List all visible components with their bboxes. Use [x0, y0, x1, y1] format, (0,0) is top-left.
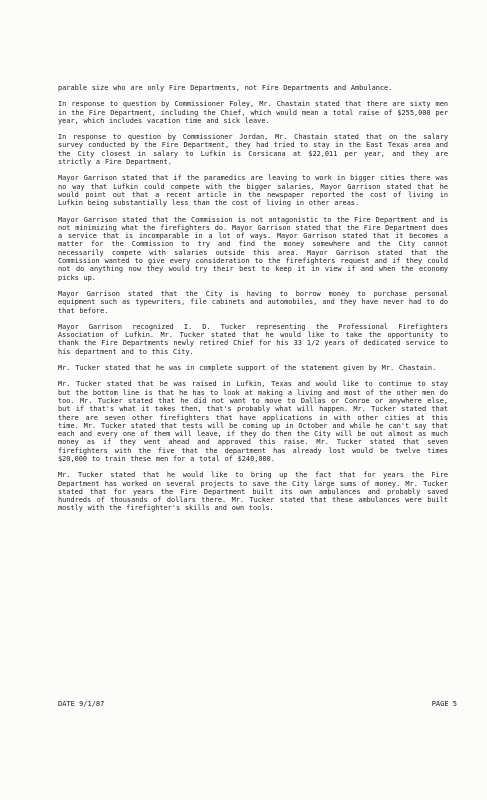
- paragraph: Mayor Garrison recognized I. D. Tucker representing the Professional Firefighters Association of Lufkin. Mr. Tucker stated that he would like to take the opportunity to thank the Fire Departments newly retired Chief for his 33 1/2 years of dedicated service to his department and to this City.: [58, 322, 448, 356]
- paragraph: In response to question by Commissioner Jordan, Mr. Chastain stated that on the salary survey conducted by the Fire Department, they had tried to stay in the East Texas area and the City closest in salary to Lufkin is Corsicana at $22,011 per year, and they are strictly a Fire Department.: [58, 133, 448, 167]
- paragraph: In response to question by Commissioner Foley, Mr. Chastain stated that there are sixty men in the Fire Department, including the Chief, which would mean a total raise of $255,000 per year, which includes vacation time and sick leave.: [58, 100, 448, 125]
- paragraph: Mr. Tucker stated that he was in complete support of the statement given by Mr. Chastain.: [58, 364, 437, 373]
- paragraph: parable size who are only Fire Departments, not Fire Departments and Ambulance.: [58, 84, 393, 92]
- footer-date: DATE 9/1/87: [58, 700, 105, 708]
- paragraph: Mayor Garrison stated that if the paramedics are leaving to work in bigger cities there was no way that Lufkin could compete with the bigger salaries. Mayor Garrison stated that he would point out that a recent article in the newspaper reported the cost of living in Lufkin being substantially less than the cost of living in other areas.: [58, 174, 448, 208]
- paragraph: Mr. Tucker stated that he would like to bring up the fact that for years the Fire Department has worked on several projects to save the City large sums of money. Mr. Tucker stated that for years the Fire Department built its own ambulances and probably saved hundreds of thousands of dollars there. Mr. Tucker stated that these ambulances were built mostly with the firefighter's skills and own tools.: [58, 471, 448, 513]
- paragraph: Mayor Garrison stated that the City is having to borrow money to purchase personal equipment such as typewriters, file cabinets and automobiles, and they have never had to do that before.: [58, 289, 448, 315]
- document-body: [58, 84, 448, 521]
- paragraph: Mr. Tucker stated that he was raised in Lufkin, Texas and would like to continue to stay but the bottom line is that he has to look at making a living and most of the other men do too. Mr. Tucker stated that he did not want to move to Dallas or Conroe or anywhere else, but if that's what it takes then, that's probably what will happen. Mr. Tucker stated that there are seven other firefighters that have applications in with other cities at this time. Mr. Tucker stated that tests will be coming up in October and while he can't say that each and every one of them will leave, if they do then the City will be out almost as much money as if they went ahead and approved this raise. Mr. Tucker stated that seven firefighters with the five that the department has already lost would be twelve times $20,000 to train these men for a total of $240,000.: [58, 380, 448, 463]
- paragraph: Mayor Garrison stated that the Commission is not antagonistic to the Fire Department and is not minimizing what the firefighters do. Mayor Garrison stated that the Fire Department does a service that is incomparable in a lot of ways. Mayor Garrison stated that it becomes a matter for the Commission to try and find the money somewhere and the City cannot necessarily compete with salaries outside this area. Mayor Garrison stated that the Commission wanted to give every consideration to the firefighters request and if they could not do anything now they would try their best to keep it in view if and when the economy picks up.: [58, 215, 448, 282]
- page-footer: [58, 700, 457, 710]
- footer-page-number: PAGE 5: [431, 700, 457, 708]
